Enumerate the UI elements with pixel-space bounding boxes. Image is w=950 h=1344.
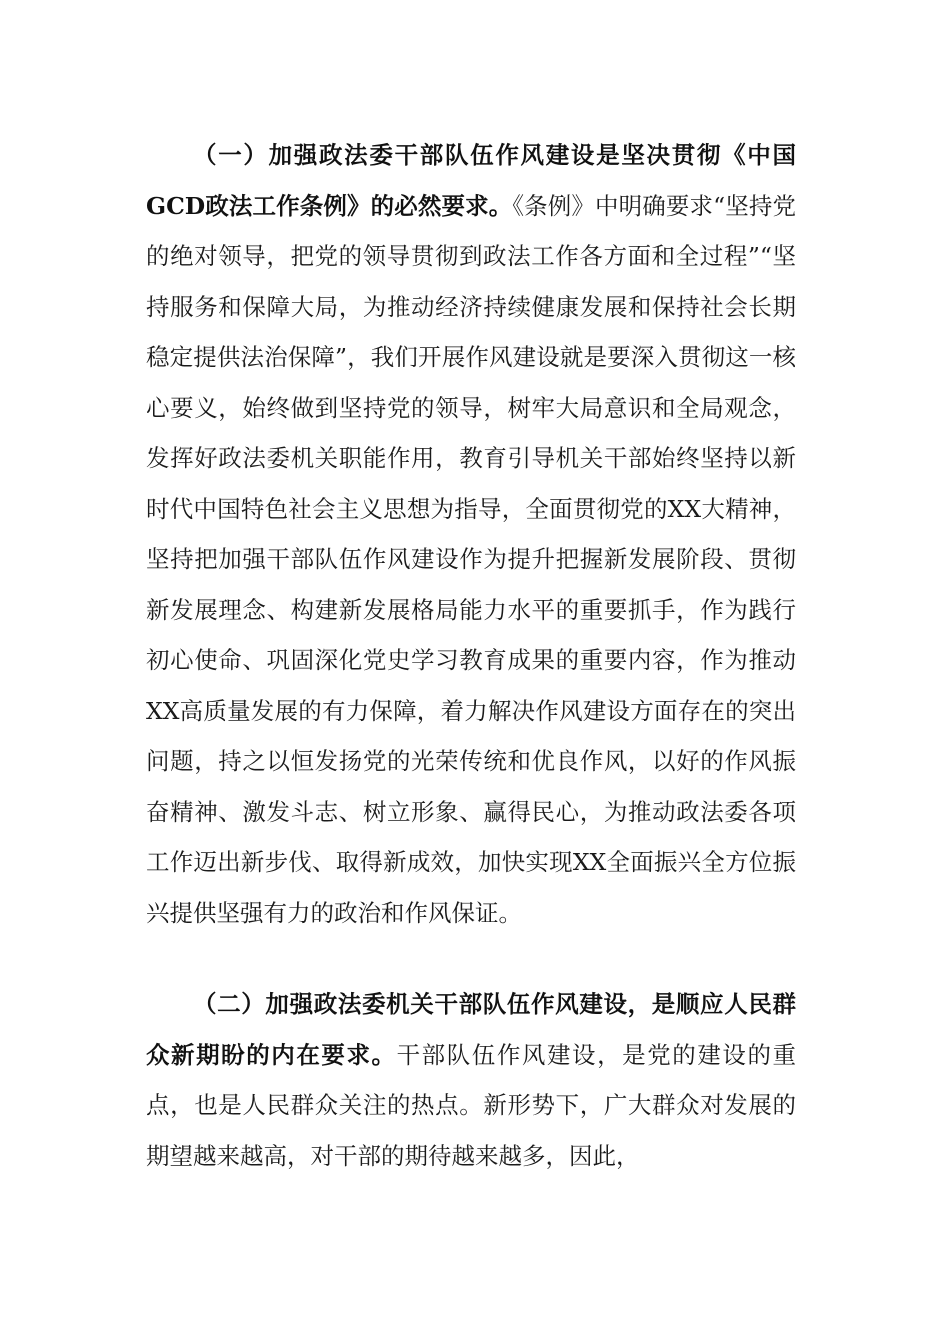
paragraph-1: [146, 130, 796, 938]
paragraph-2-heading: （二）加强政法委机关干部队伍作风建设，是顺应人民群众新期盼的内在要求。: [146, 990, 796, 1069]
paragraph-1-body: 《条例》中明确要求“坚持党的绝对领导，把党的领导贯彻到政法工作各方面和全过程”“坚持服务和保障大局，为推动经济持续健康发展和保持社会长期稳定提供法治保障”，我们开展作风建设就是要深入贯彻这一核心要义，始终做到坚持党的领导，树牢大局意识和全局观念，发挥好政法委机关职能作用，教育引导机关干部始终坚持以新时代中国特色社会主义思想为指导，全面贯彻党的XX大精神，坚持把加强干部队伍作风建设作为提升把握新发展阶段、贯彻新发展理念、构建新发展格局能力水平的重要抓手，作为践行初心使命、巩固深化党史学习教育成果的重要内容，作为推动XX高质量发展的有力保障，着力解决作风建设方面存在的突出问题，持之以恒发扬党的光荣传统和优良作风，以好的作风振奋精神、激发斗志、树立形象、赢得民心，为推动政法委各项工作迈出新步伐、取得新成效，加快实现XX全面振兴全方位振兴提供坚强有力的政治和作风保证。: [146, 191, 796, 927]
paragraph-1-heading: （一）加强政法委干部队伍作风建设是坚决贯彻《中国GCD政法工作条例》的必然要求。: [146, 141, 796, 220]
paragraph-2-body: 干部队伍作风建设，是党的建设的重点，也是人民群众关注的热点。新形势下，广大群众对发展的期望越来越高，对干部的期待越来越多，因此，: [146, 1040, 797, 1170]
document-page: [146, 130, 796, 1181]
paragraph-2: [146, 979, 796, 1181]
